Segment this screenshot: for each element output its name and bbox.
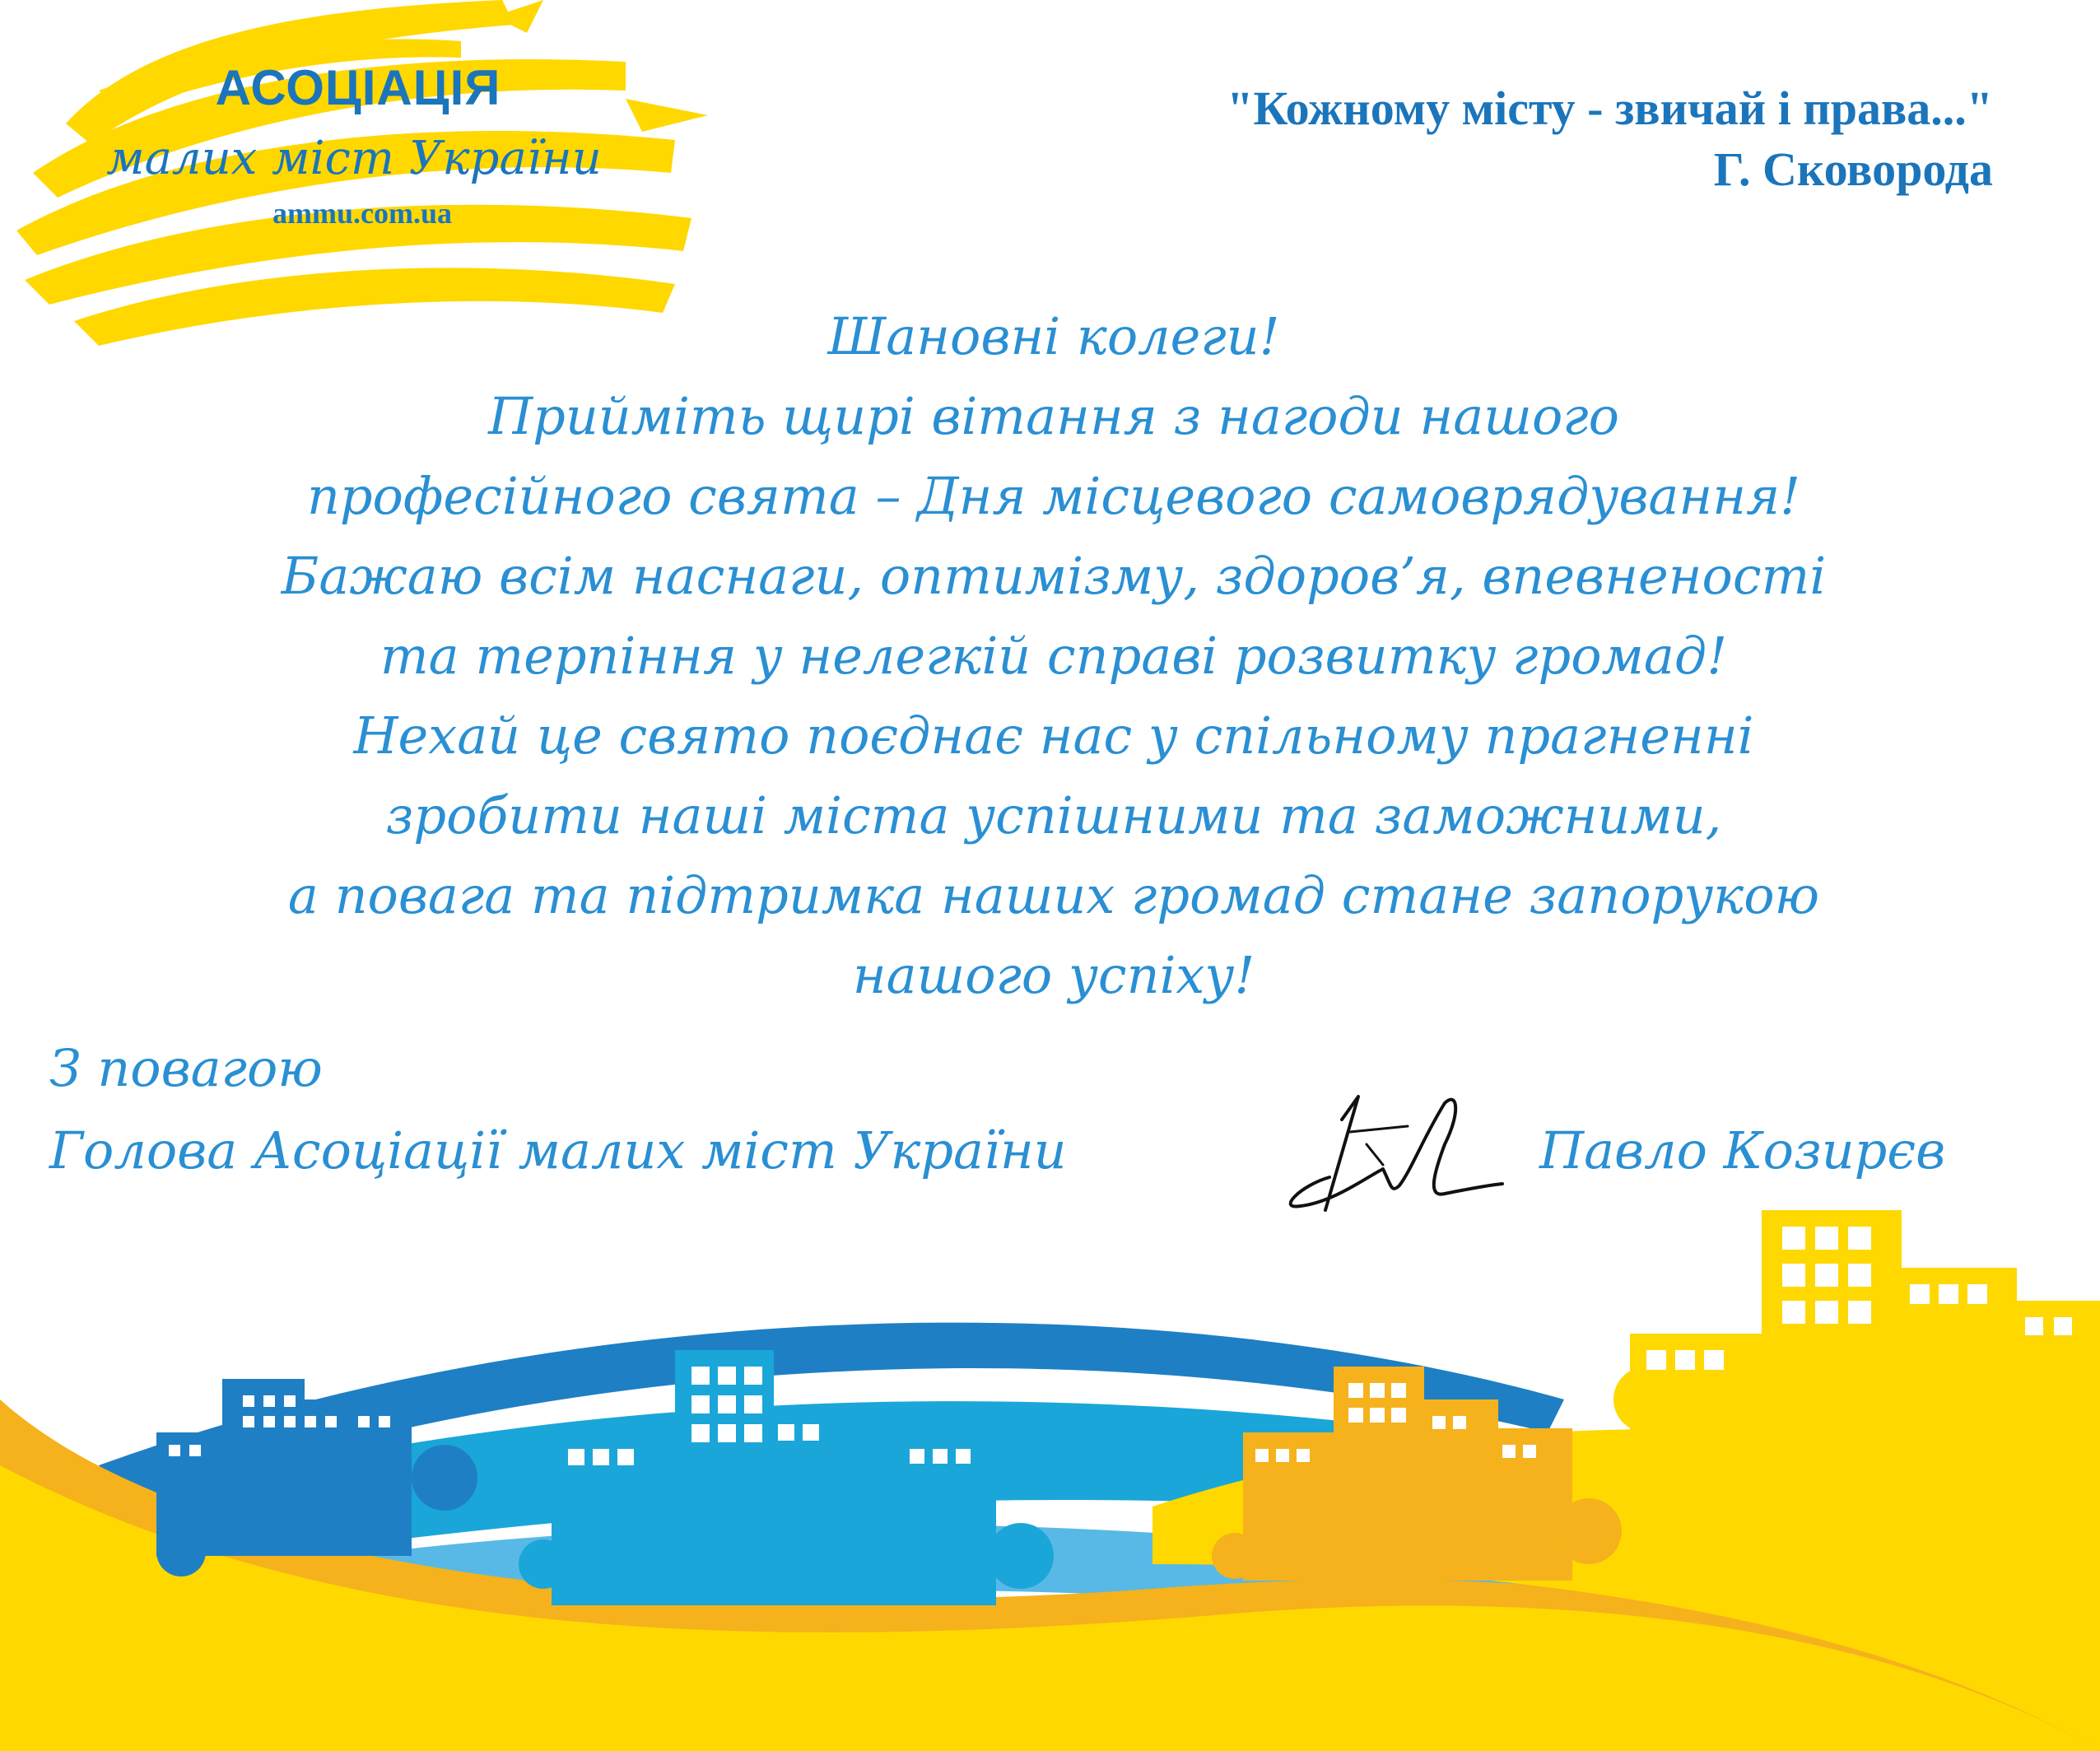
cityscape-illustration xyxy=(0,1153,2100,1751)
epigraph-author: Г. Сковорода xyxy=(1713,142,1993,196)
letter-line: Нехай це свято поєднає нас у спільному прагненні xyxy=(353,706,1754,766)
letter-line: Прийміть щирі вітання з нагоди нашого xyxy=(488,386,1619,446)
closing-position: Голова Асоціації малих міст України xyxy=(49,1120,1067,1181)
epigraph xyxy=(840,78,1993,200)
letter-line: та терпіння у нелегкій справі розвитку громад! xyxy=(379,626,1728,686)
letter-line: професійного свята – Дня місцевого самоврядування! xyxy=(306,466,1801,526)
greeting-line: Шановні колеги! xyxy=(827,306,1280,366)
letter-line: а повага та підтримка наших громад стане запорукою xyxy=(287,865,1820,925)
logo-title: АСОЦІАЦІЯ xyxy=(215,60,501,115)
logo-url: ammu.com.ua xyxy=(272,197,452,230)
signer-name: Павло Козирєв xyxy=(1539,1120,1946,1181)
letter-line: Бажаю всім наснаги, оптимізму, здоров’я, впевненості xyxy=(281,546,1827,606)
letter-line: зробити наші міста успішними та заможними, xyxy=(385,785,1722,845)
closing-regards: З повагою xyxy=(49,1038,323,1098)
letter-body xyxy=(165,296,1943,1015)
letter-line: нашого успіху! xyxy=(852,945,1255,1005)
epigraph-text: "Кожному місту - звичай і права..." xyxy=(1227,81,1993,135)
logo-subtitle: малих міст України xyxy=(106,132,602,185)
